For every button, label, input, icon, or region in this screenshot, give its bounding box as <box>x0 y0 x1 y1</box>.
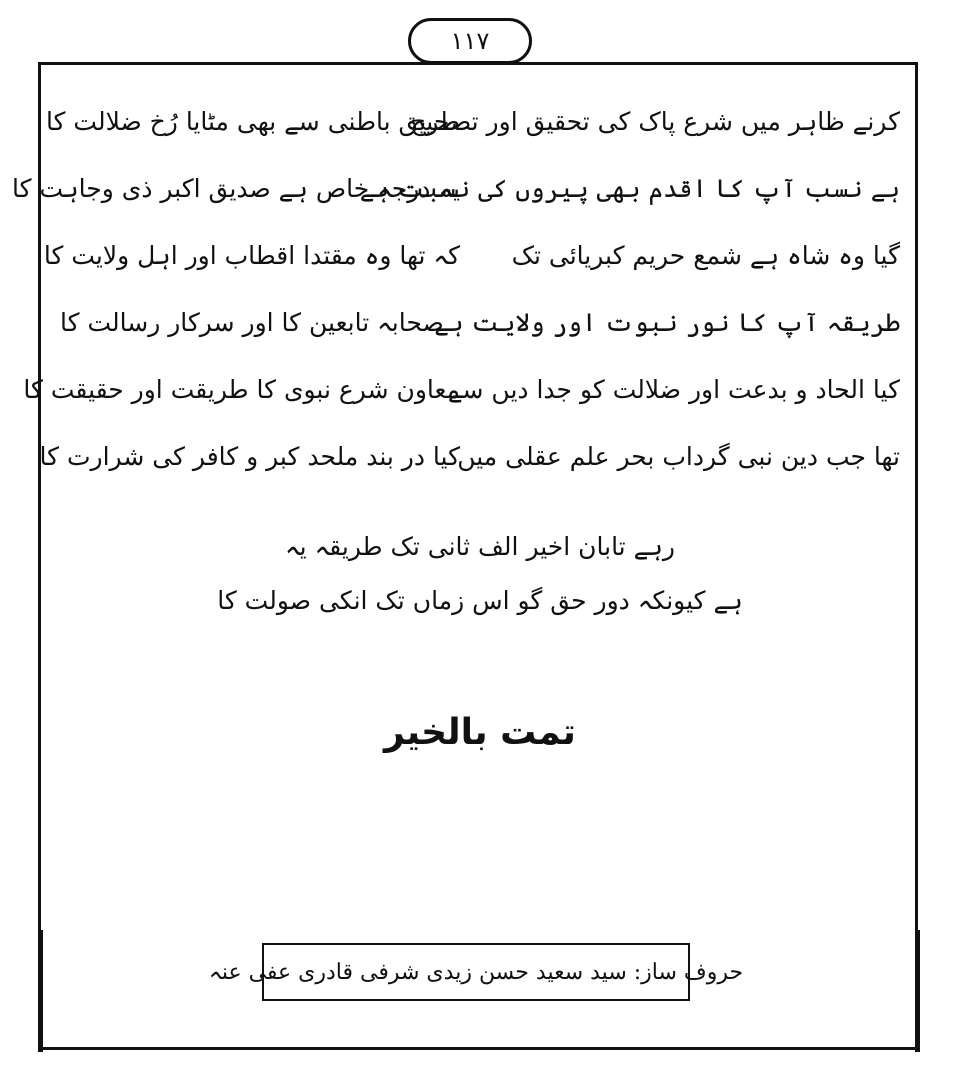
page-number: ۱۱۷ <box>408 18 532 64</box>
frame-edge-right <box>915 930 920 1052</box>
couplet <box>45 88 900 155</box>
misra-first: تھا جب دین نبی گرداب بحر علم عقلی میں <box>457 442 900 471</box>
poem-couplets <box>12 88 900 490</box>
closing-couplet <box>60 520 900 628</box>
couplet <box>39 423 900 490</box>
closing-line: رہے تابان اخیر الف ثانی تک طریقہ یہ <box>285 532 675 561</box>
misra-first: گیا وہ شاہ ہے شمع حریم کبریائی تک <box>511 241 900 270</box>
typesetter-credit: حروف ساز: سید سعید حسن زیدی شرفی قادری عفی عنہ <box>262 943 690 1001</box>
misra-first: کرنے ظاہر میں شرع پاک کی تحقیق اور تصحیح <box>410 107 900 136</box>
misra-second: طریق باطنی سے بھی مٹایا رُخ ضلالت کا <box>45 107 460 136</box>
couplet <box>23 356 900 423</box>
couplet <box>60 289 900 356</box>
misra-second: کیا در بند ملحد کبر و کافر کی شرارت کا <box>39 442 460 471</box>
misra-second: معاون شرع نبوی کا طریقت اور حقیقت کا <box>23 375 460 404</box>
misra-second: کہ تھا وہ مقتدا اقطاب اور اہل ولایت کا <box>43 241 460 270</box>
closing-line: ہے کیونکہ دور حق گو اس زماں تک انکی صولت کا <box>217 586 743 615</box>
frame-edge-left <box>38 930 43 1052</box>
misra-first: کیا الحاد و بدعت اور ضلالت کو جدا دیں سے <box>447 375 900 404</box>
misra-second: صحابہ تابعین کا اور سرکار رسالت کا <box>60 308 444 337</box>
end-title: تمت بالخیر <box>384 712 576 753</box>
couplet <box>12 155 900 222</box>
misra-first: ہے نسب آپ کا اقدم بھی پیروں کی نسبت ہے <box>359 174 900 203</box>
misra-first: طریقہ آپ کا نور نبوت اور ولایت ہے <box>434 308 900 337</box>
couplet <box>43 222 900 289</box>
misra-second: یہ درجہ خاص ہے صدیق اکبر ذی وجاہت کا <box>12 174 460 203</box>
